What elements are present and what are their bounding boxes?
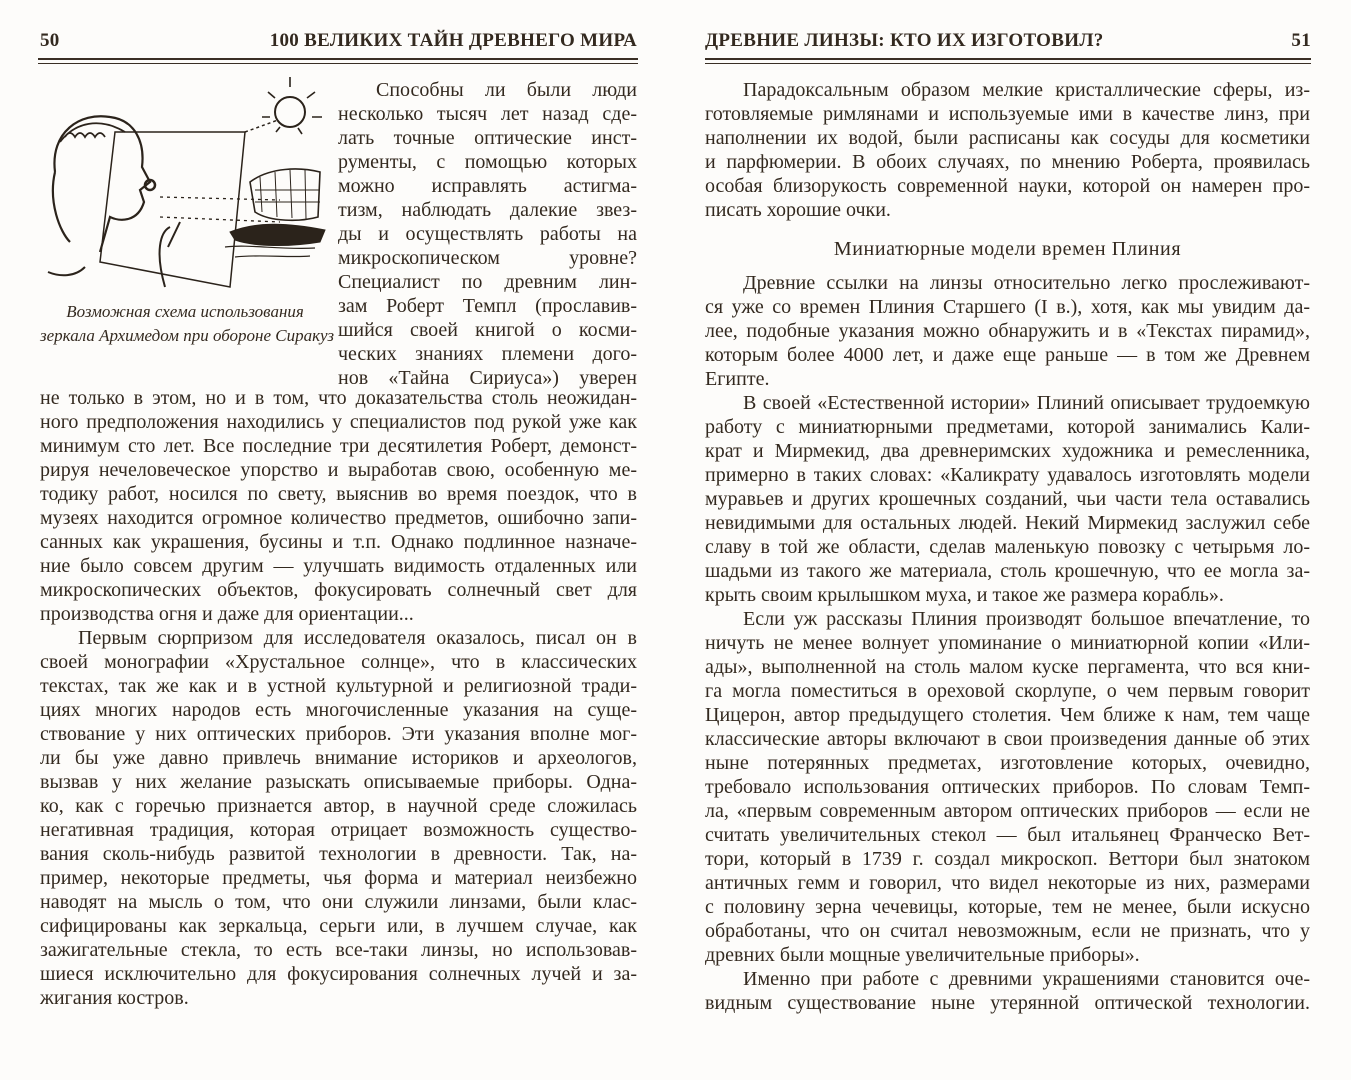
text-line: рументы, с помощью которых bbox=[338, 151, 637, 173]
text-line: видным существование ныне утерянной оптической технологии. bbox=[705, 992, 1310, 1014]
text-line: шиеся исключительно для фокусирования солнечных лучей и за- bbox=[40, 963, 637, 985]
text-line: Если уж рассказы Плиния производят большое впечатление, то bbox=[743, 608, 1310, 630]
text-line: ничуть не менее волнует упоминание о миниатюрной копии «Или- bbox=[705, 632, 1310, 654]
text-line: с половину зерна чечевицы, которые, тем не менее, были искусно bbox=[705, 896, 1310, 918]
text-line: рируя нечеловеческое упорство и выработав свою, особенную ме- bbox=[40, 459, 637, 481]
body-text bbox=[705, 271, 1310, 1015]
text-line: негативная традиция, которая отрицает возможность существо- bbox=[40, 819, 637, 841]
text-line: В своей «Естественной истории» Плиний описывает трудоемкую bbox=[743, 392, 1310, 414]
text-line: га могла поместиться в ореховой скорлупе, о чем первым говорит bbox=[705, 680, 1310, 702]
text-line: вания сколь-нибудь развитой технологии в древности. Так, на- bbox=[40, 843, 637, 865]
text-line: музеях находится огромное количество предметов, ошибочно запи- bbox=[40, 507, 637, 529]
left-page bbox=[0, 0, 675, 1080]
text-line: микроскопических объектов, фокусировать солнечный свет для bbox=[40, 579, 637, 601]
text-line: Способны ли были люди bbox=[376, 79, 637, 101]
text-line: Специалист по древним лин- bbox=[338, 271, 637, 293]
text-line: особая близорукость современной науки, которой он намерен про- bbox=[705, 175, 1310, 197]
text-line: которым более 4000 лет, и даже еще раньше — в том же Древнем bbox=[705, 344, 1310, 366]
text-line: обработаны, что он считал невозможным, если не признать, что у bbox=[705, 920, 1310, 942]
text-line: тизм, наблюдать далекие звез- bbox=[338, 199, 637, 221]
text-line: ся уже со времен Плиния Старшего (I в.), хотя, как мы увидим да- bbox=[705, 296, 1310, 318]
body-text-intro bbox=[705, 78, 1310, 222]
text-line: своей монографии «Хрустальное солнце», что в классических bbox=[40, 651, 637, 673]
running-title: ДРЕВНИЕ ЛИНЗЫ: КТО ИХ ИЗГОТОВИЛ? bbox=[705, 30, 1104, 51]
text-line: наполнении их водой, были расписаны как сосуды для косметики bbox=[705, 127, 1310, 149]
header-rule-thin bbox=[705, 63, 1311, 64]
text-line: Именно при работе с древними украшениями становится оче- bbox=[743, 968, 1310, 990]
text-line: древних были мощные увеличительные приборы». bbox=[705, 944, 1140, 966]
paragraph bbox=[40, 626, 637, 1010]
text-line: производства огня и даже для ориентации... bbox=[40, 603, 414, 625]
header-rule-thin bbox=[38, 63, 638, 64]
page-number: 50 bbox=[40, 30, 60, 51]
text-line: лее, подобные указания можно обнаружить и в «Текстах пирамид», bbox=[705, 320, 1310, 342]
text-line: Первым сюрпризом для исследователя оказалось, писал он в bbox=[78, 627, 637, 649]
text-line: Парадоксальным образом мелкие кристаллические сферы, из- bbox=[743, 79, 1310, 101]
header-rule bbox=[38, 58, 638, 60]
text-line: ческих знаниях племени дого- bbox=[338, 343, 637, 365]
right-page bbox=[675, 0, 1351, 1080]
text-line: Древние ссылки на линзы относительно легко прослеживают- bbox=[743, 272, 1310, 294]
text-line: тодику работ, носился по свету, выяснив во время поездок, что в bbox=[40, 483, 637, 505]
text-line: Цицерон, автор предыдущего столетия. Чем ближе к нам, тем чаще bbox=[705, 704, 1310, 726]
text-line: жигания костров. bbox=[40, 987, 189, 1009]
text-line: можно исправлять астигма- bbox=[338, 175, 637, 197]
text-line: Египте. bbox=[705, 368, 770, 390]
text-line: ады», выполненной на столь малом куске пергамента, что вся кни- bbox=[705, 656, 1310, 678]
text-line: работу с миниатюрными предметами, которой занимались Кали- bbox=[705, 416, 1310, 438]
text-line: ствование у них оптических приборов. Эти указания вполне мог- bbox=[40, 723, 637, 745]
caption-line: Возможная схема использования bbox=[66, 302, 304, 321]
text-line: писать хорошие очки. bbox=[705, 199, 891, 221]
text-line: ко, как с горечью признается автор, в научной среде сложилась bbox=[40, 795, 637, 817]
page-number: 51 bbox=[1291, 30, 1311, 51]
text-line: и парфюмерии. В обоих случаях, по мнению Роберта, проявилась bbox=[705, 151, 1310, 173]
text-line: муравьев и других крошечных созданий, чьи части тела оставались bbox=[705, 488, 1310, 510]
text-line: славу в той же области, сделав маленькую повозку с четырьмя ло- bbox=[705, 536, 1310, 558]
text-line: вызвав у них желание разыскать описываемые приборы. Одна- bbox=[40, 771, 637, 793]
figure-caption bbox=[40, 300, 335, 348]
text-line: ла, «первым современным автором оптических приборов — если не bbox=[705, 800, 1310, 822]
text-line: текстах, так же как и в устной культурной и религиозной тради- bbox=[40, 675, 637, 697]
body-text bbox=[40, 386, 637, 1010]
paragraph bbox=[705, 607, 1310, 967]
text-line: крат и Мирмекид, два древнеримских художника и ремесленника, bbox=[705, 440, 1310, 462]
text-line: ли бы уже давно привлечь внимание историков и археологов, bbox=[40, 747, 637, 769]
text-line: сифицированы как зеркальца, серьги или, в лучшем случае, как bbox=[40, 915, 637, 937]
text-line: наводят на мысль о том, что они служили линзами, были клас- bbox=[40, 891, 637, 913]
text-line: ды и осуществлять работы на bbox=[338, 223, 637, 245]
header-rule bbox=[705, 58, 1311, 60]
text-line: пример, некоторые предметы, чья форма и материал неизбежно bbox=[40, 867, 637, 889]
text-line: готовляемые римлянами и используемые ими в качестве линз, при bbox=[705, 103, 1310, 125]
caption-line: зеркала Архимедом при обороне Сиракуз bbox=[40, 326, 335, 345]
text-line: считать увеличительных стекол — был итальянец Франческо Вет- bbox=[705, 824, 1310, 846]
paragraph bbox=[40, 386, 637, 626]
text-line: ного предположения находились у специалистов под рукой уже как bbox=[40, 411, 637, 433]
running-title: 100 ВЕЛИКИХ ТАЙН ДРЕВНЕГО МИРА bbox=[269, 30, 637, 51]
wrapped-text-column bbox=[338, 78, 637, 390]
paragraph bbox=[705, 271, 1310, 391]
text-line: зам Роберт Темпл (прославив- bbox=[338, 295, 637, 317]
section-heading: Миниатюрные модели времен Плиния bbox=[833, 238, 1182, 260]
text-line: примерно в таких словах: «Каликрату удавалось изготовлять модели bbox=[705, 464, 1310, 486]
text-line: крыть своим крылышком муха, и такое же размера корабль». bbox=[705, 584, 1224, 606]
text-line: шадьми из такого же материала, столь крошечную, что ее могла за- bbox=[705, 560, 1310, 582]
text-line: минимум сто лет. Все последние три десятилетия Роберт, демонст- bbox=[40, 435, 637, 457]
text-line: не только в этом, но и в том, что доказательства столь неожидан- bbox=[40, 387, 637, 409]
text-line: зажигательные стекла, то есть все-таки линзы, но использовав- bbox=[40, 939, 637, 961]
text-line: несколько тысяч лет назад сде- bbox=[338, 103, 637, 125]
paragraph bbox=[705, 967, 1310, 1015]
paragraph bbox=[338, 78, 637, 390]
text-line: лать точные оптические инст- bbox=[338, 127, 637, 149]
text-line: тори, который в 1739 г. создал микроскоп. Веттори был знатоком bbox=[705, 848, 1310, 870]
text-line: классические авторы включают в свои произведения данные об этих bbox=[705, 728, 1310, 750]
text-line: санных как украшения, бусины и т.п. Однако подлинное назначе- bbox=[40, 531, 637, 553]
paragraph bbox=[705, 78, 1310, 222]
text-line: ныне потерянных предметах, изготовление которых, очевидно, bbox=[705, 752, 1310, 774]
text-line: циях многих народов есть многочисленные указания на суще- bbox=[40, 699, 637, 721]
text-line: шийся своей книгой о косми- bbox=[338, 319, 637, 341]
text-line: ние было совсем другим — улучшать видимость отдаленных или bbox=[40, 555, 637, 577]
text-line: античных гемм и говорил, что видел некоторые из них, размерами bbox=[705, 872, 1310, 894]
text-line: невидимыми для остальных людей. Некий Мирмекид заслужил себе bbox=[705, 512, 1310, 534]
archimedes-mirror-illustration bbox=[40, 72, 330, 302]
paragraph bbox=[705, 391, 1310, 607]
text-line: микроскопическом уровне? bbox=[338, 247, 637, 269]
text-line: требовало использования оптических приборов. По словам Темп- bbox=[705, 776, 1310, 798]
text-line: нов «Тайна Сириуса») уверен bbox=[338, 367, 637, 389]
